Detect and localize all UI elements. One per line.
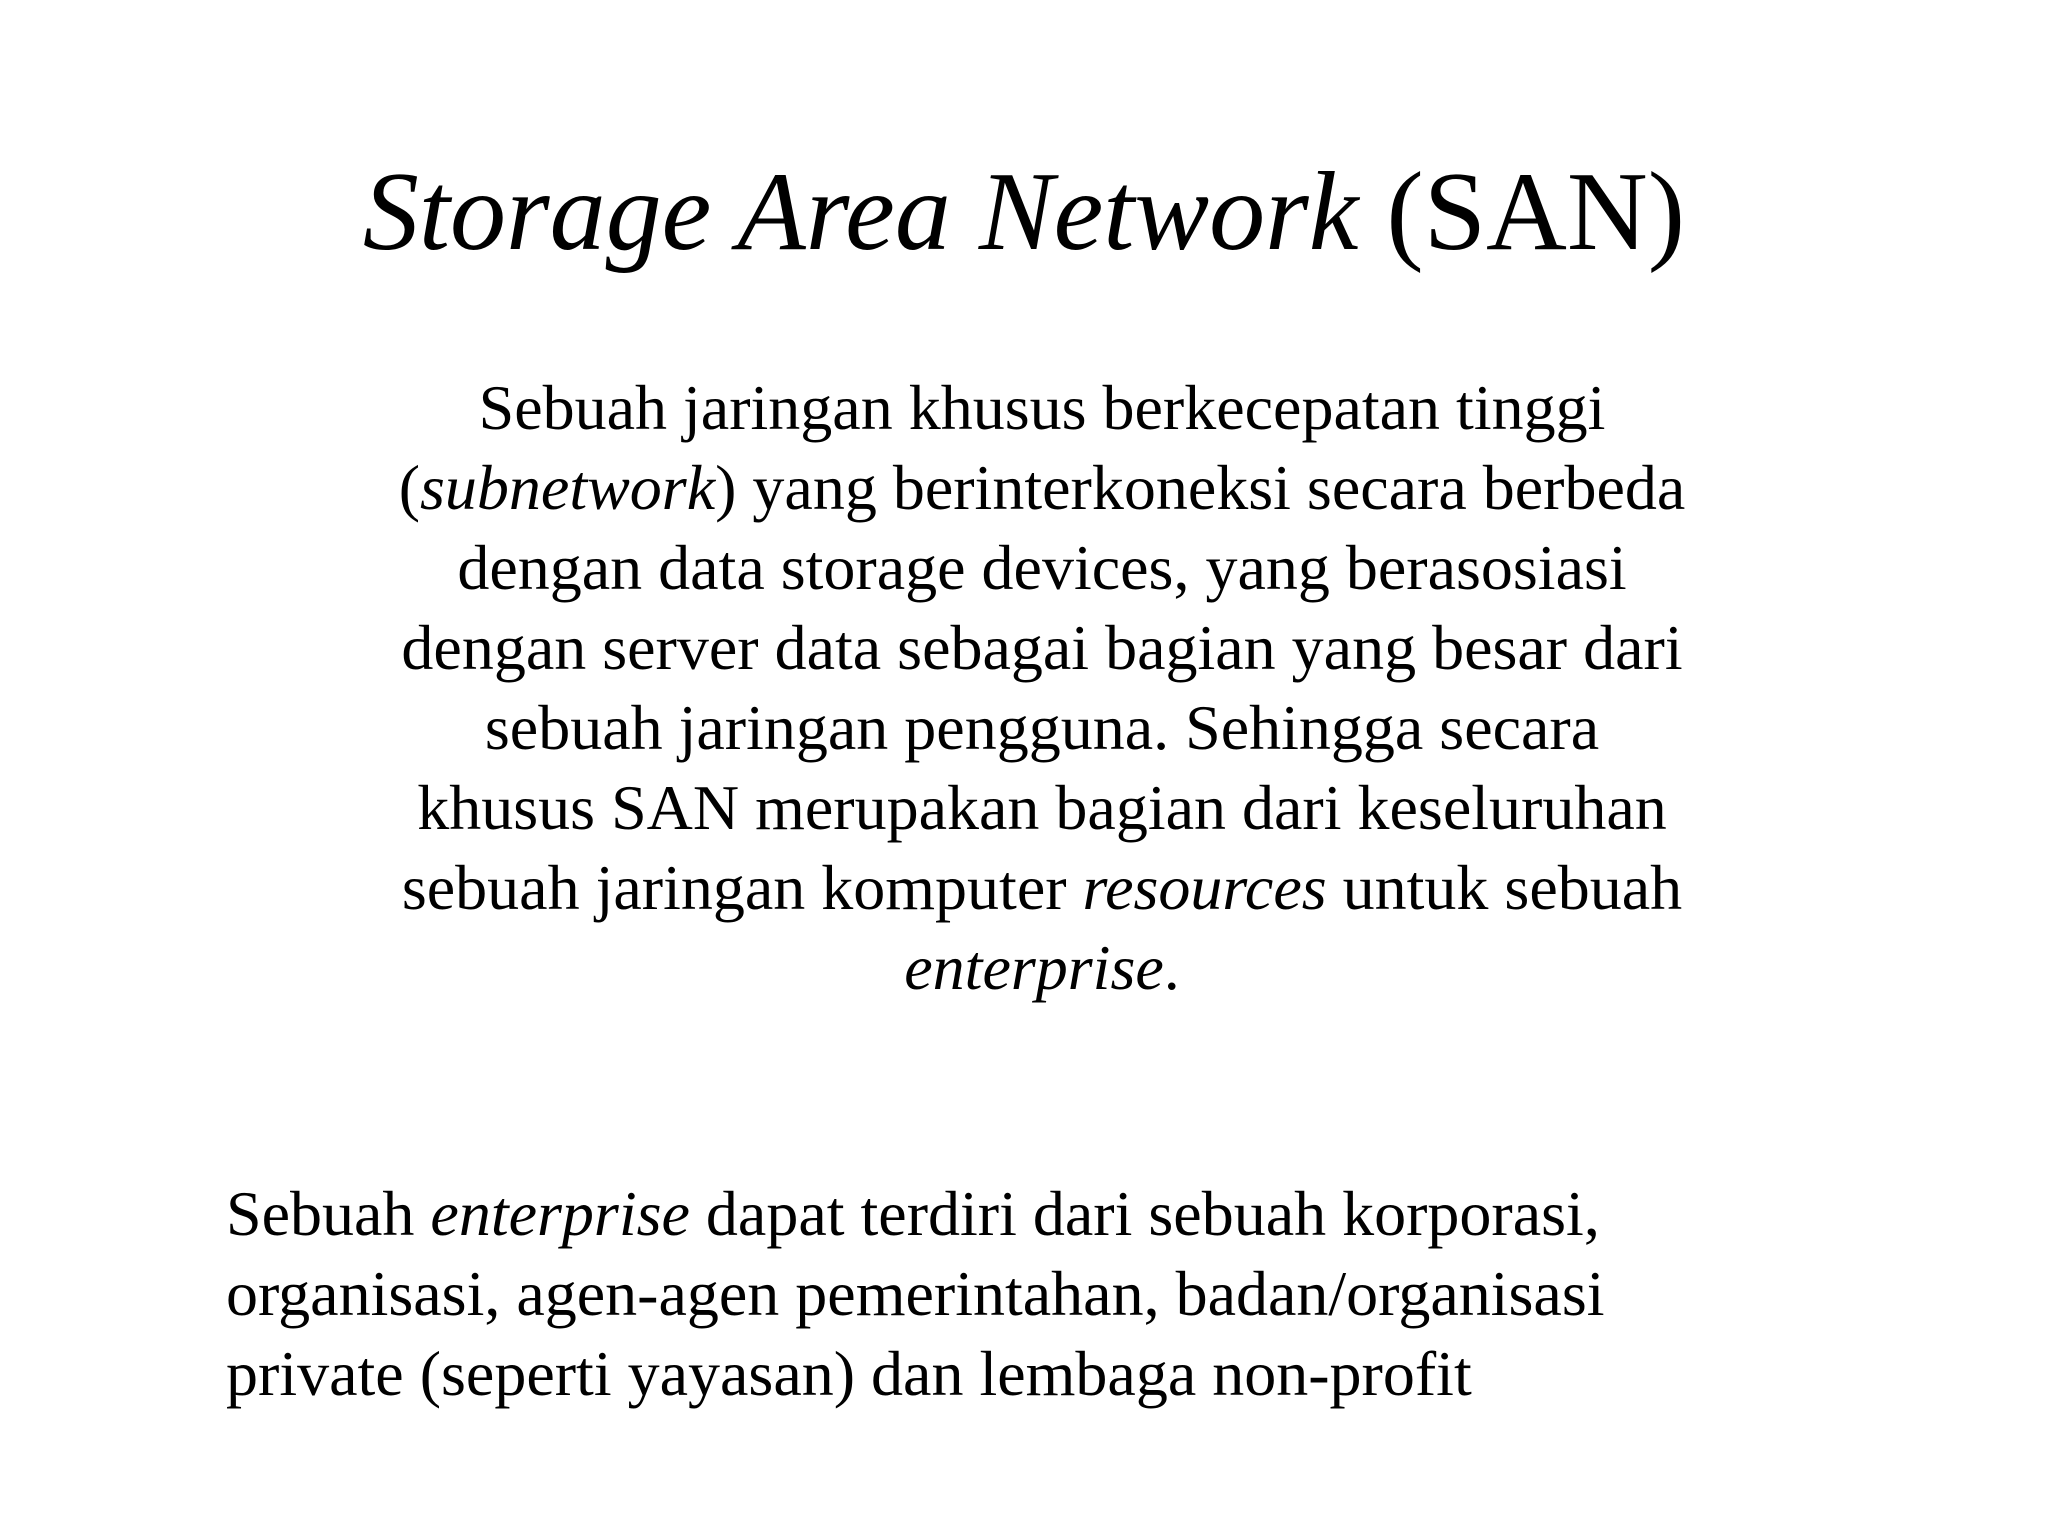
definition-text: ) yang berinterkoneksi secara berbeda — [715, 452, 1686, 523]
definition-line: sebuah jaringan pengguna. Sehingga secara — [484, 692, 1600, 763]
definition-line — [324, 848, 1760, 928]
slide-title — [0, 148, 2048, 276]
term-enterprise: enterprise — [430, 1178, 690, 1249]
title-term: Storage Area Network — [362, 150, 1359, 274]
term-enterprise: enterprise — [904, 932, 1164, 1003]
definition-line: Sebuah jaringan khusus berkecepatan tinggi — [478, 372, 1606, 443]
definition-paragraph — [324, 368, 1760, 1008]
definition-text: . — [1163, 932, 1180, 1003]
definition-line — [324, 928, 1760, 1008]
note-text: Sebuah — [226, 1178, 431, 1249]
definition-line: dengan server data sebagai bagian yang besar dari — [401, 612, 1683, 683]
definition-line: dengan data storage devices, yang berasosiasi — [457, 532, 1627, 603]
definition-text: untuk sebuah — [1326, 852, 1683, 923]
paren-open: ( — [398, 452, 421, 523]
definition-line — [324, 448, 1760, 528]
enterprise-note — [226, 1174, 1826, 1414]
definition-text: sebuah jaringan komputer — [401, 852, 1083, 923]
note-line: private (seperti yayasan) dan lembaga non-profit — [226, 1338, 1472, 1409]
note-text: dapat terdiri dari sebuah korporasi, — [689, 1178, 1600, 1249]
definition-line: khusus SAN merupakan bagian dari keseluruhan — [417, 772, 1667, 843]
title-acronym: (SAN) — [1386, 150, 1686, 274]
term-subnetwork: subnetwork — [420, 452, 716, 523]
term-resources: resources — [1082, 852, 1327, 923]
note-line — [226, 1174, 1826, 1254]
note-line: organisasi, agen-agen pemerintahan, badan/organisasi — [226, 1258, 1605, 1329]
